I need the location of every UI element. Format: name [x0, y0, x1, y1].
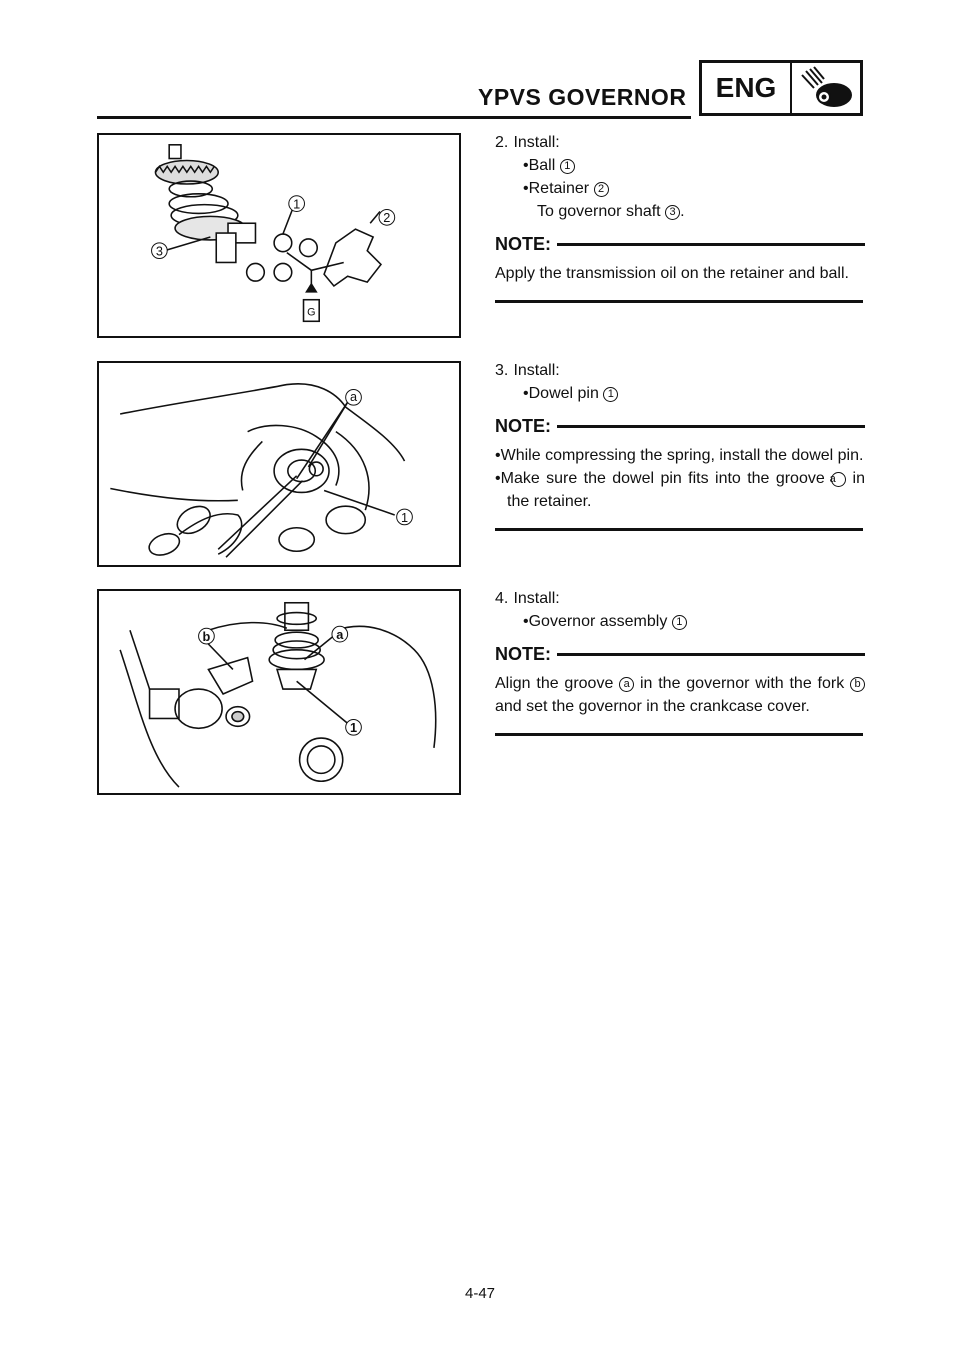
note-end-rule — [495, 733, 863, 736]
callout-1: 1 — [293, 196, 301, 212]
callout-2: 2 — [383, 210, 391, 226]
callout-a: a — [349, 389, 358, 405]
step-action: Install: — [513, 590, 560, 607]
note-heading: NOTE: — [495, 415, 865, 438]
note-text: Apply the transmission oil on the retainer and ball. — [495, 265, 849, 282]
note-end-rule — [495, 300, 863, 303]
step-action: Install: — [513, 362, 560, 379]
note-heading: NOTE: — [495, 233, 865, 256]
figure-dowel-pin — [97, 361, 461, 567]
install-target: To governor shaft 3 . — [537, 203, 685, 220]
list-item: •Retainer 2 — [495, 177, 865, 200]
step-action: Install: — [513, 134, 560, 151]
page-number: 4-47 — [464, 1285, 496, 1302]
note-end-rule — [495, 528, 863, 531]
section-badge-label: ENG — [702, 63, 792, 113]
note-heading: NOTE: — [495, 643, 865, 666]
grease-symbol: G — [307, 306, 316, 319]
figure-governor-assembly — [97, 589, 461, 795]
list-item: •Governor assembly 1 — [495, 610, 865, 633]
list-item: •Ball 1 — [495, 154, 865, 177]
callout-1: 1 — [400, 509, 409, 525]
note-bullet: •While compressing the spring, install the dowel pin. — [495, 447, 864, 464]
header-rule — [97, 116, 691, 119]
list-item: •Dowel pin 1 — [495, 382, 865, 405]
callout-1: 1 — [349, 720, 358, 736]
note-text: Align the groove a in the governor with the fork b and set the governor in the crankcase cover. — [495, 672, 865, 718]
callout-a: a — [336, 627, 344, 643]
section-badge — [699, 60, 863, 116]
step-number: 2. — [495, 134, 509, 151]
note-bullet: •Make sure the dowel pin fits into the groove a in the retainer. — [495, 470, 865, 510]
step-2 — [495, 131, 865, 303]
step-number: 3. — [495, 362, 509, 379]
engine-icon — [792, 63, 860, 113]
step-3 — [495, 359, 865, 531]
callout-3: 3 — [155, 243, 163, 259]
figure-ball-retainer — [97, 133, 461, 338]
page-title: YPVS GOVERNOR — [478, 84, 687, 110]
step-4 — [495, 587, 865, 736]
step-number: 4. — [495, 590, 509, 607]
callout-b: b — [202, 629, 211, 645]
